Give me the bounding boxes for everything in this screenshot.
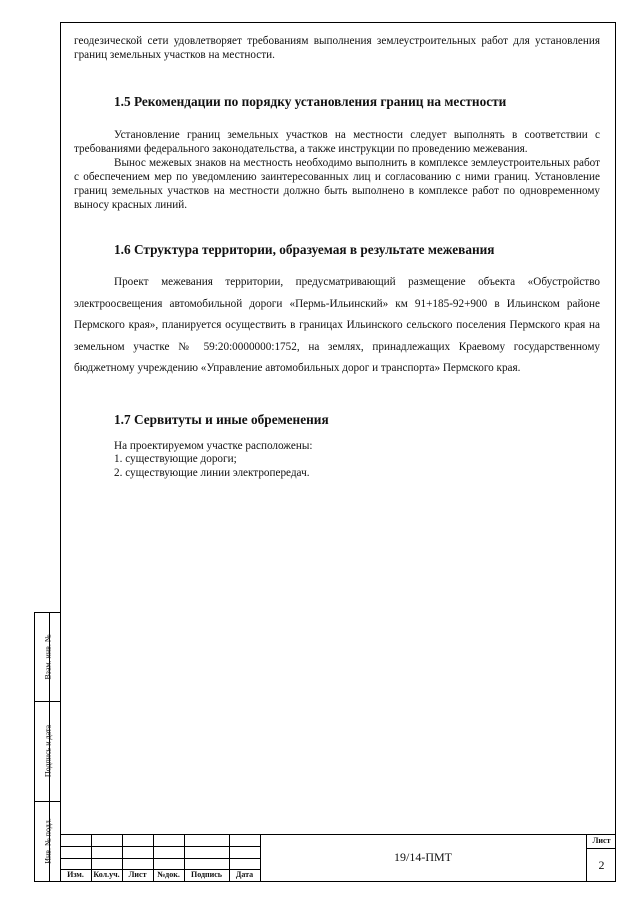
section-1-7-heading: 1.7 Сервитуты и иные обременения — [114, 411, 329, 427]
section-1-6-heading: 1.6 Структура территории, образуемая в результате межевания — [114, 242, 495, 257]
revision-grid — [60, 834, 260, 882]
section-1-5-paragraph-2: Вынос межевых знаков на местность необходимо выполнить в комплексе землеустроительных работ с обеспечением мер по уведомлению заинтересованных лиц и согласованию с ними границ. Установление границ земельных участков на местности должно быть выполнено в комплексе работ по одновременному выносу красных линий. — [74, 157, 600, 211]
col-label: Дата — [235, 870, 254, 879]
list-item: 2. существующие линии электропередач. — [114, 466, 310, 479]
section-1-5-heading: 1.5 Рекомендации по порядку установления границ на местности — [114, 94, 507, 109]
section-1-7-list — [74, 440, 600, 481]
col-label: Лист — [128, 870, 147, 879]
strip-cell — [35, 801, 60, 881]
col-label: Кол.уч. — [93, 870, 120, 879]
left-margin-stamp — [34, 612, 60, 882]
col-label: №док. — [157, 870, 180, 879]
replaced-inv-label: Взам. инв. № — [43, 634, 52, 680]
strip-cell — [35, 613, 60, 702]
document-body — [74, 34, 600, 480]
section-1-6-paragraph: Проект межевания территории, предусматривающий размещение объекта «Обустройство электроосвещения автомобильной дороги «Пермь-Ильинский» км 91+185-92+900 в Ильинском районе Пермского края», планируется осуществить в границах Ильинского сельского поселения Пермского края на земельном участке № 59:20:0000000:1752, на землях, принадлежащих Краевому государственному бюджетному учреждению «Управление автомобильных дорог и транспорта» Пермского края. — [74, 276, 600, 374]
sheet-label: Лист — [592, 836, 611, 845]
original-inv-label: Инв. № подл. — [43, 818, 52, 864]
signature-date-label: Подпись и дата — [43, 724, 52, 778]
col-label: Изм. — [67, 870, 84, 879]
col-label: Подпись — [190, 870, 223, 879]
list-lead: На проектируемом участке расположены: — [114, 439, 313, 452]
sheet-number: 2 — [598, 858, 605, 872]
title-block — [60, 834, 616, 882]
strip-cell — [35, 701, 60, 802]
intro-paragraph: геодезической сети удовлетворяет требованиям выполнения землеустроительных работ для установления границ земельных участков на местности. — [74, 35, 600, 61]
list-item: 1. существующие дороги; — [114, 453, 237, 465]
document-code: 19/14-ПМТ — [394, 850, 452, 864]
section-1-5-paragraph-1: Установление границ земельных участков на местности следует выполнять в соответствии с требованиями федерального законодательства, а также инструкции по проведению межевания. — [74, 129, 600, 155]
